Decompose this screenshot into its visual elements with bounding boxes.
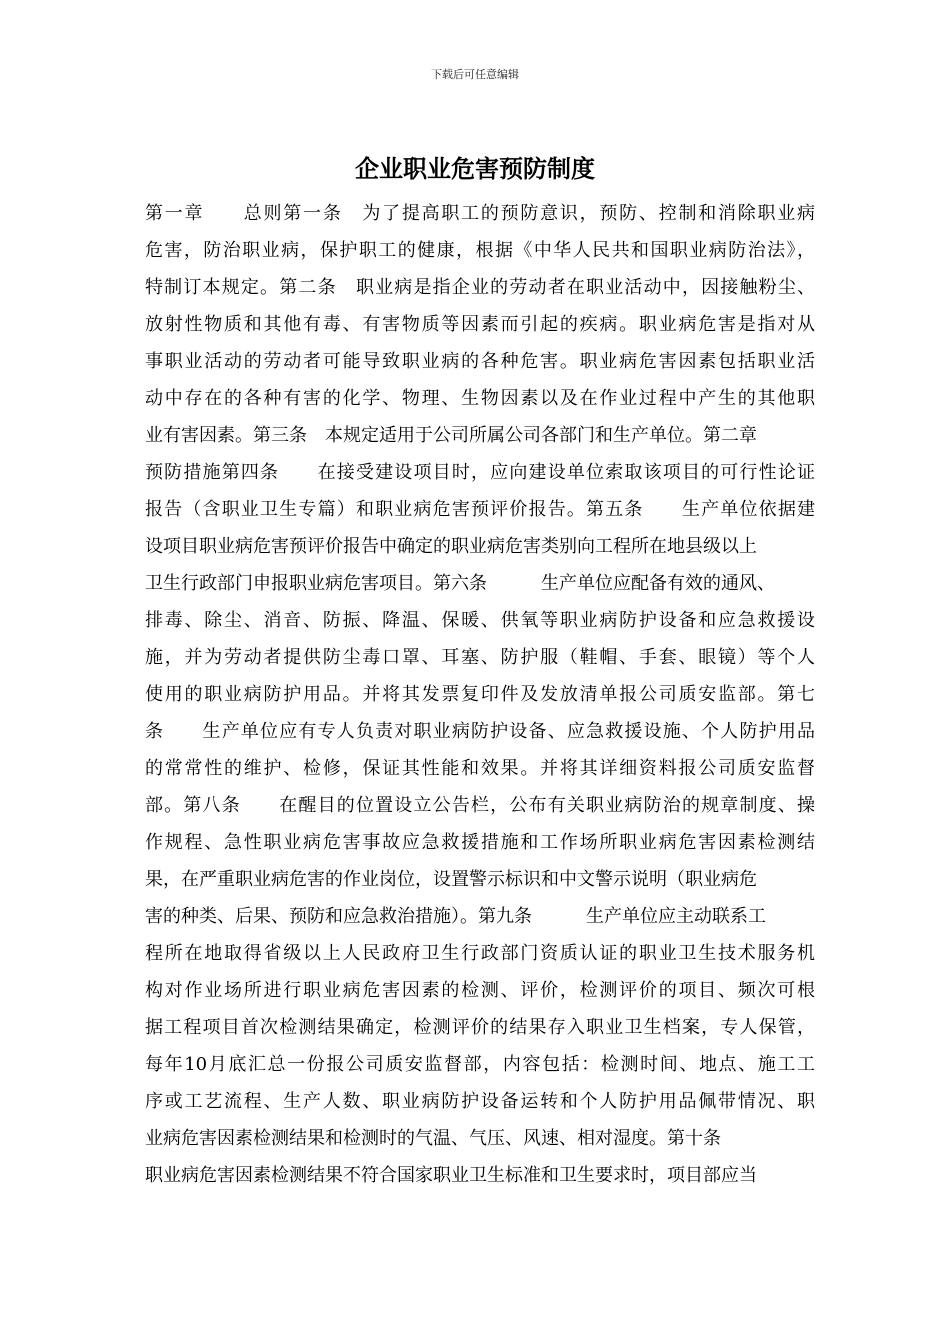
- body-line: 放射性物质和其他有毒、有害物质等因素而引起的疾病。职业病危害是指对从: [145, 314, 815, 335]
- body-line: 职业病危害因素检测结果不符合国家职业卫生标准和卫生要求时，项目部应当: [145, 1165, 757, 1186]
- document-body: [145, 195, 815, 1194]
- body-line: 危害，防治职业病，保护职工的健康，根据《中华人民共和国职业病防治法》，: [145, 240, 815, 261]
- body-line: 业有害因素。第三条 本规定适用于公司所属公司各部门和生产单位。第二章: [145, 425, 757, 446]
- body-line: 使用的职业病防护用品。并将其发票复印件及发放清单报公司质安监部。第七: [145, 684, 815, 705]
- body-line: 据工程项目首次检测结果确定，检测评价的结果存入职业卫生档案，专人保管，: [145, 1017, 815, 1038]
- body-line: 设项目职业病危害预评价报告中确定的职业病危害类别向工程所在地县级以上: [145, 536, 757, 557]
- body-line: 程所在地取得省级以上人民政府卫生行政部门资质认证的职业卫生技术服务机: [145, 943, 815, 964]
- body-line: 报告（含职业卫生专篇）和职业病危害预评价报告。第五条 生产单位依据建: [145, 499, 815, 520]
- body-line: 排毒、除尘、消音、防振、降温、保暖、供氧等职业病防护设备和应急救援设: [145, 610, 815, 631]
- body-line: 害的种类、后果、预防和应急救治措施）。第九条 生产单位应主动联系工: [145, 906, 766, 927]
- body-line: 序或工艺流程、生产人数、职业病防护设备运转和个人防护用品佩带情况、职: [145, 1091, 815, 1112]
- body-line: 事职业活动的劳动者可能导致职业病的各种危害。职业病危害因素包括职业活: [145, 351, 815, 372]
- body-line: 业病危害因素检测结果和检测时的气温、气压、风速、相对湿度。第十条: [145, 1128, 721, 1149]
- body-line: 预防措施第四条 在接受建设项目时，应向建设单位索取该项目的可行性论证: [145, 462, 815, 483]
- document-title: 企业职业危害预防制度: [355, 154, 595, 183]
- body-line: 的常常性的维护、检修，保证其性能和效果。并将其详细资料报公司质安监督: [145, 758, 815, 779]
- body-line: 动中存在的各种有害的化学、物理、生物因素以及在作业过程中产生的其他职: [145, 388, 815, 409]
- body-line: 每年10月底汇总一份报公司质安监督部，内容包括：检测时间、地点、施工工: [145, 1054, 815, 1075]
- body-line: 部。第八条 在醒目的位置设立公告栏，公布有关职业病防治的规章制度、操: [145, 795, 815, 816]
- page-header: 下载后可任意编辑: [431, 68, 519, 81]
- body-line: 作规程、急性职业病危害事故应急救援措施和工作场所职业病危害因素检测结: [145, 832, 815, 853]
- body-line: 果，在严重职业病危害的作业岗位，设置警示标识和中文警示说明（职业病危: [145, 869, 757, 890]
- body-line: 施，并为劳动者提供防尘毒口罩、耳塞、防护服（鞋帽、手套、眼镜）等个人: [145, 647, 815, 668]
- body-line: 第一章 总则第一条 为了提高职工的预防意识，预防、控制和消除职业病: [145, 203, 815, 224]
- body-line: 特制订本规定。第二条 职业病是指企业的劳动者在职业活动中，因接触粉尘、: [145, 277, 815, 298]
- body-line: 条 生产单位应有专人负责对职业病防护设备、应急救援设施、个人防护用品: [145, 721, 815, 742]
- body-line: 卫生行政部门申报职业病危害项目。第六条 生产单位应配备有效的通风、: [145, 573, 775, 594]
- body-line: 构对作业场所进行职业病危害因素的检测、评价，检测评价的项目、频次可根: [145, 980, 815, 1001]
